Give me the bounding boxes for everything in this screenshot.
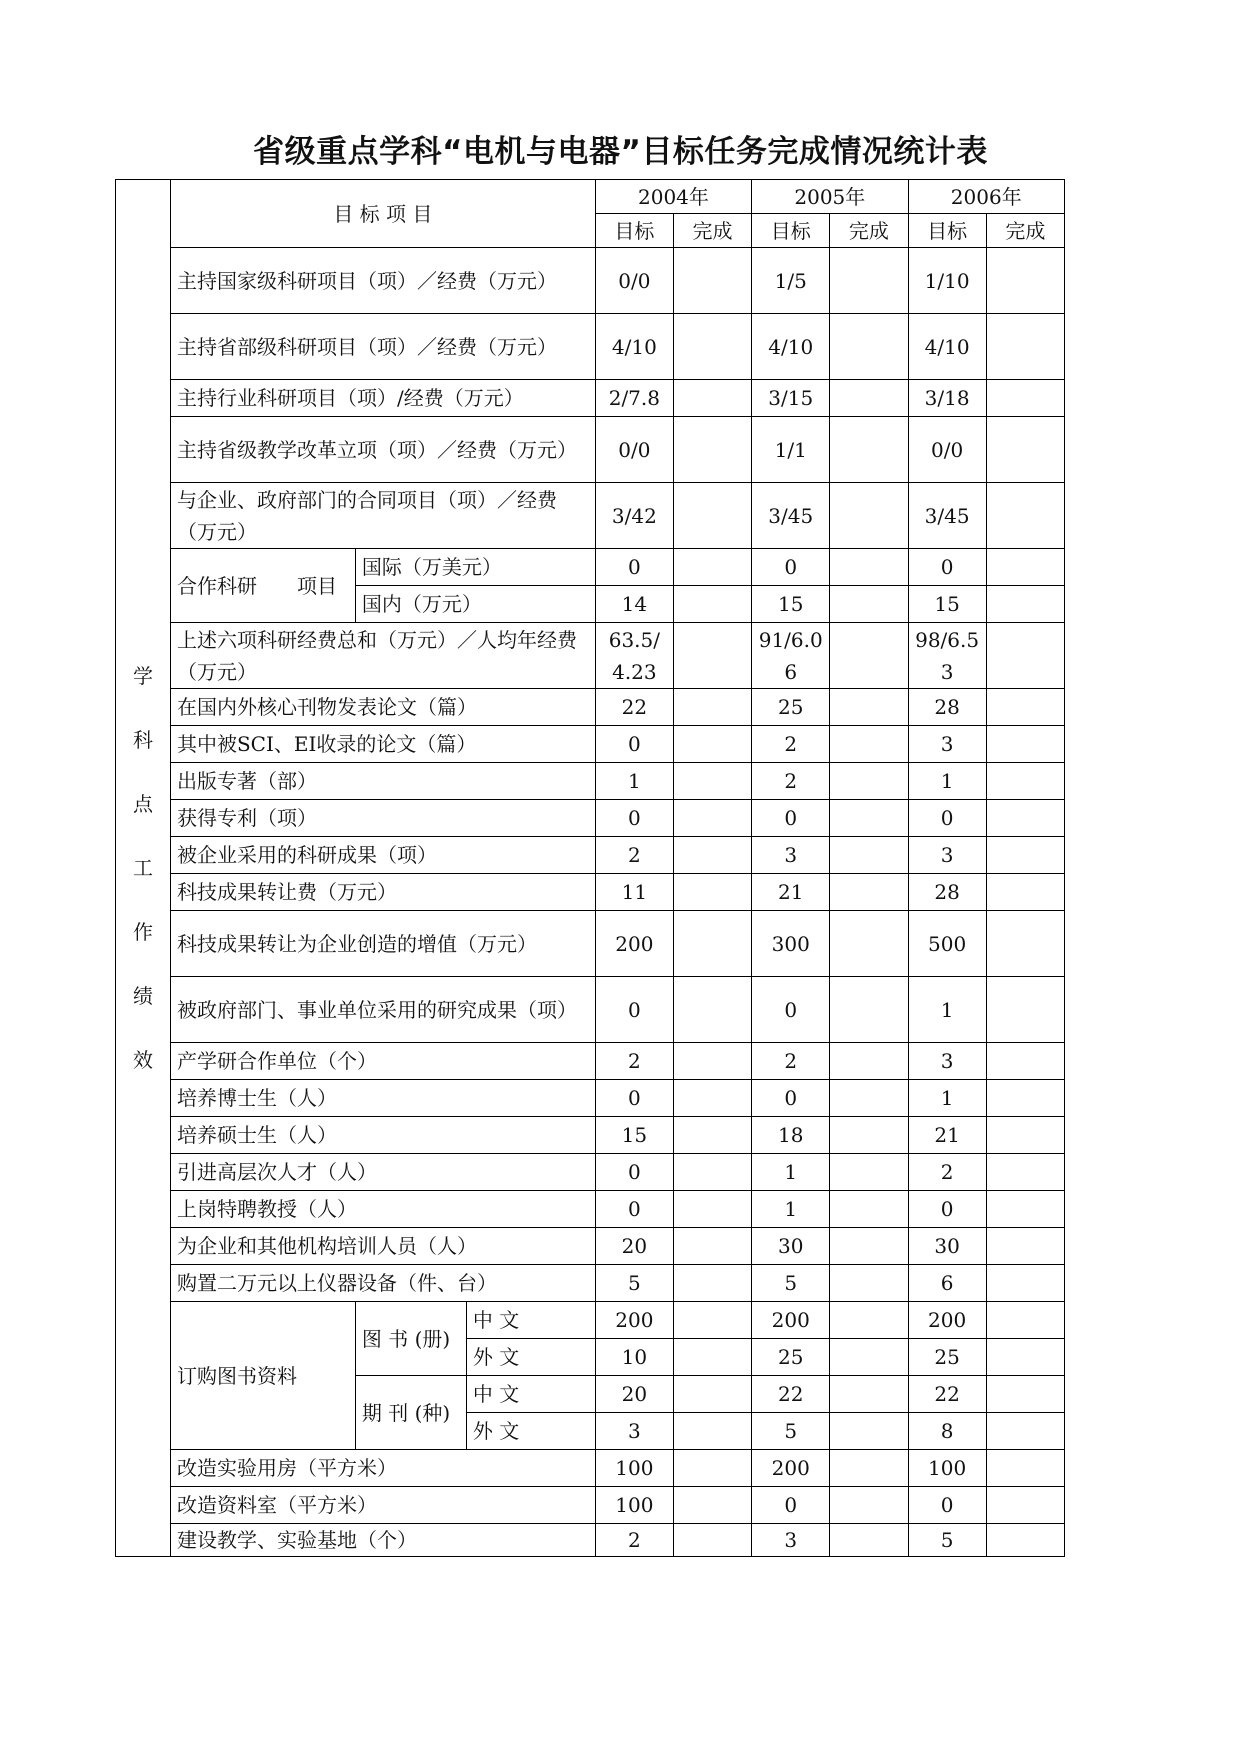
- done-value-2006: [986, 1524, 1064, 1557]
- table-row: [116, 380, 1065, 417]
- done-value-2005: [830, 248, 908, 314]
- header-year-2006: 2006年: [908, 180, 1064, 214]
- target-value-2006: 8: [908, 1413, 986, 1450]
- target-value-2004: 3/42: [595, 483, 673, 549]
- row-label: 购置二万元以上仪器设备（件、台）: [170, 1265, 595, 1302]
- target-value-2006: 28: [908, 689, 986, 726]
- target-value-2006: 1: [908, 1080, 986, 1117]
- target-value-2006: 25: [908, 1339, 986, 1376]
- table-row: [116, 874, 1065, 911]
- done-value-2005: [830, 726, 908, 763]
- done-value-2006: [986, 1117, 1064, 1154]
- header-target-2005: 目标: [752, 214, 830, 248]
- target-value-2006: 3/18: [908, 380, 986, 417]
- done-value-2005: [830, 874, 908, 911]
- done-value-2006: [986, 874, 1064, 911]
- header-year-2004: 2004年: [595, 180, 751, 214]
- done-value-2005: [830, 417, 908, 483]
- target-value-2006: 500: [908, 911, 986, 977]
- target-value-2005: 91/6.06: [752, 623, 830, 689]
- table-row: [116, 483, 1065, 549]
- table-row: [116, 1191, 1065, 1228]
- target-value-2004: 200: [595, 911, 673, 977]
- header-done-2006: 完成: [986, 214, 1064, 248]
- header-item-label: 目 标 项 目: [170, 180, 595, 248]
- done-value-2004: [673, 1228, 751, 1265]
- target-value-2006: 30: [908, 1228, 986, 1265]
- target-value-2004: 0: [595, 1080, 673, 1117]
- done-value-2004: [673, 1339, 751, 1376]
- done-value-2004: [673, 763, 751, 800]
- done-value-2006: [986, 1191, 1064, 1228]
- table-row: [116, 763, 1065, 800]
- target-value-2004: 22: [595, 689, 673, 726]
- target-value-2004: 2: [595, 1524, 673, 1557]
- row-label: 培养硕士生（人）: [170, 1117, 595, 1154]
- table-row: [116, 726, 1065, 763]
- done-value-2004: [673, 1191, 751, 1228]
- row-label: 其中被SCI、EI收录的论文（篇）: [170, 726, 595, 763]
- header-year-2005: 2005年: [752, 180, 908, 214]
- target-value-2005: 0: [752, 1080, 830, 1117]
- done-value-2005: [830, 1524, 908, 1557]
- target-value-2004: 1: [595, 763, 673, 800]
- done-value-2006: [986, 1302, 1064, 1339]
- done-value-2004: [673, 874, 751, 911]
- row-label: 主持省部级科研项目（项）／经费（万元）: [170, 314, 595, 380]
- table-row: [116, 1487, 1065, 1524]
- done-value-2006: [986, 977, 1064, 1043]
- row-label: 在国内外核心刊物发表论文（篇）: [170, 689, 595, 726]
- target-value-2005: 200: [752, 1450, 830, 1487]
- done-value-2006: [986, 1450, 1064, 1487]
- table-row: [116, 1154, 1065, 1191]
- target-value-2005: 3: [752, 837, 830, 874]
- row-label: 科技成果转让为企业创造的增值（万元）: [170, 911, 595, 977]
- language-label: 外 文: [466, 1339, 595, 1376]
- done-value-2004: [673, 1302, 751, 1339]
- target-value-2006: 15: [908, 586, 986, 623]
- target-value-2005: 300: [752, 911, 830, 977]
- done-value-2004: [673, 380, 751, 417]
- done-value-2005: [830, 763, 908, 800]
- target-value-2005: 0: [752, 549, 830, 586]
- table-row: [116, 911, 1065, 977]
- done-value-2005: [830, 1450, 908, 1487]
- table-row: [116, 1117, 1065, 1154]
- target-value-2004: 2/7.8: [595, 380, 673, 417]
- target-value-2004: 0: [595, 549, 673, 586]
- done-value-2005: [830, 977, 908, 1043]
- done-value-2006: [986, 1154, 1064, 1191]
- table-row: [116, 1450, 1065, 1487]
- target-value-2004: 4/10: [595, 314, 673, 380]
- done-value-2005: [830, 1117, 908, 1154]
- done-value-2004: [673, 1154, 751, 1191]
- done-value-2005: [830, 483, 908, 549]
- done-value-2005: [830, 623, 908, 689]
- row-label: 获得专利（项）: [170, 800, 595, 837]
- target-value-2006: 100: [908, 1450, 986, 1487]
- done-value-2006: [986, 1413, 1064, 1450]
- done-value-2004: [673, 417, 751, 483]
- header-target-2006: 目标: [908, 214, 986, 248]
- target-value-2006: 6: [908, 1265, 986, 1302]
- target-value-2004: 0: [595, 1191, 673, 1228]
- table-row: [116, 1080, 1065, 1117]
- done-value-2006: [986, 837, 1064, 874]
- target-value-2005: 1: [752, 1154, 830, 1191]
- done-value-2004: [673, 689, 751, 726]
- target-value-2006: 21: [908, 1117, 986, 1154]
- target-value-2004: 0: [595, 726, 673, 763]
- target-value-2006: 200: [908, 1302, 986, 1339]
- done-value-2004: [673, 586, 751, 623]
- row-label: 出版专著（部）: [170, 763, 595, 800]
- target-value-2005: 0: [752, 1487, 830, 1524]
- target-value-2005: 3: [752, 1524, 830, 1557]
- target-value-2004: 100: [595, 1487, 673, 1524]
- target-value-2005: 5: [752, 1413, 830, 1450]
- done-value-2006: [986, 763, 1064, 800]
- done-value-2005: [830, 911, 908, 977]
- row-label: 上述六项科研经费总和（万元）／人均年经费（万元）: [170, 623, 595, 689]
- done-value-2005: [830, 1043, 908, 1080]
- table-row: [116, 689, 1065, 726]
- table-row: [116, 623, 1065, 689]
- target-value-2006: 4/10: [908, 314, 986, 380]
- target-value-2006: 22: [908, 1376, 986, 1413]
- target-value-2006: 2: [908, 1154, 986, 1191]
- target-value-2005: 0: [752, 800, 830, 837]
- done-value-2004: [673, 800, 751, 837]
- journals-sublabel: 期 刊 (种): [355, 1376, 466, 1450]
- table-row: [116, 1302, 1065, 1339]
- target-value-2005: 25: [752, 689, 830, 726]
- done-value-2004: [673, 911, 751, 977]
- done-value-2005: [830, 314, 908, 380]
- target-value-2005: 22: [752, 1376, 830, 1413]
- target-value-2004: 20: [595, 1376, 673, 1413]
- row-label: 培养博士生（人）: [170, 1080, 595, 1117]
- statistics-table: [115, 179, 1065, 1557]
- table-row: [116, 1524, 1065, 1557]
- row-label: 与企业、政府部门的合同项目（项）／经费（万元）: [170, 483, 595, 549]
- done-value-2004: [673, 248, 751, 314]
- target-value-2005: 200: [752, 1302, 830, 1339]
- done-value-2004: [673, 483, 751, 549]
- coop-dom-label: 国内（万元）: [355, 586, 595, 623]
- coop-intl-label: 国际（万美元）: [355, 549, 595, 586]
- done-value-2006: [986, 417, 1064, 483]
- target-value-2005: 4/10: [752, 314, 830, 380]
- table-row: [116, 1043, 1065, 1080]
- done-value-2004: [673, 1080, 751, 1117]
- done-value-2004: [673, 1265, 751, 1302]
- done-value-2004: [673, 837, 751, 874]
- done-value-2004: [673, 1413, 751, 1450]
- header-done-2005: 完成: [830, 214, 908, 248]
- table-row: [116, 417, 1065, 483]
- table-row: [116, 837, 1065, 874]
- target-value-2006: 3: [908, 726, 986, 763]
- target-value-2004: 200: [595, 1302, 673, 1339]
- target-value-2006: 1: [908, 763, 986, 800]
- done-value-2005: [830, 1376, 908, 1413]
- done-value-2005: [830, 1302, 908, 1339]
- target-value-2006: 3: [908, 837, 986, 874]
- target-value-2004: 0/0: [595, 248, 673, 314]
- row-label: 引进高层次人才（人）: [170, 1154, 595, 1191]
- target-value-2005: 2: [752, 763, 830, 800]
- done-value-2005: [830, 1265, 908, 1302]
- done-value-2005: [830, 1080, 908, 1117]
- target-value-2004: 100: [595, 1450, 673, 1487]
- done-value-2004: [673, 314, 751, 380]
- row-label: 为企业和其他机构培训人员（人）: [170, 1228, 595, 1265]
- target-value-2006: 3/45: [908, 483, 986, 549]
- done-value-2006: [986, 1043, 1064, 1080]
- table-row: [116, 1265, 1065, 1302]
- row-label: 改造实验用房（平方米）: [170, 1450, 595, 1487]
- target-value-2005: 2: [752, 726, 830, 763]
- target-value-2004: 0: [595, 1154, 673, 1191]
- done-value-2004: [673, 726, 751, 763]
- table-body: [116, 180, 1065, 1557]
- done-value-2005: [830, 837, 908, 874]
- coop-label: 合作科研 项目: [170, 549, 355, 623]
- target-value-2006: 3: [908, 1043, 986, 1080]
- target-value-2005: 1/1: [752, 417, 830, 483]
- done-value-2006: [986, 1487, 1064, 1524]
- done-value-2006: [986, 1376, 1064, 1413]
- language-label: 中 文: [466, 1376, 595, 1413]
- side-label: 学科点工作绩效: [132, 664, 153, 1072]
- target-value-2006: 0: [908, 800, 986, 837]
- done-value-2004: [673, 1450, 751, 1487]
- done-value-2006: [986, 1265, 1064, 1302]
- done-value-2006: [986, 380, 1064, 417]
- done-value-2005: [830, 1413, 908, 1450]
- done-value-2005: [830, 586, 908, 623]
- table-row: [116, 800, 1065, 837]
- done-value-2006: [986, 726, 1064, 763]
- books-label: 订购图书资料: [170, 1302, 355, 1450]
- done-value-2006: [986, 689, 1064, 726]
- done-value-2006: [986, 623, 1064, 689]
- target-value-2004: 2: [595, 837, 673, 874]
- target-value-2006: 0/0: [908, 417, 986, 483]
- target-value-2005: 3/45: [752, 483, 830, 549]
- done-value-2005: [830, 1339, 908, 1376]
- target-value-2004: 63.5/4.23: [595, 623, 673, 689]
- target-value-2005: 25: [752, 1339, 830, 1376]
- done-value-2004: [673, 1117, 751, 1154]
- done-value-2005: [830, 1487, 908, 1524]
- target-value-2005: 1: [752, 1191, 830, 1228]
- done-value-2006: [986, 1080, 1064, 1117]
- page-title: 省级重点学科“电机与电器”目标任务完成情况统计表: [253, 134, 988, 170]
- target-value-2006: 0: [908, 549, 986, 586]
- done-value-2006: [986, 314, 1064, 380]
- header-row-years: [116, 180, 1065, 214]
- table-row: [116, 248, 1065, 314]
- target-value-2006: 1/10: [908, 248, 986, 314]
- target-value-2005: 5: [752, 1265, 830, 1302]
- target-value-2005: 30: [752, 1228, 830, 1265]
- table-row: [116, 1228, 1065, 1265]
- target-value-2004: 2: [595, 1043, 673, 1080]
- target-value-2004: 3: [595, 1413, 673, 1450]
- target-value-2005: 0: [752, 977, 830, 1043]
- target-value-2006: 98/6.53: [908, 623, 986, 689]
- done-value-2004: [673, 623, 751, 689]
- done-value-2004: [673, 1043, 751, 1080]
- language-label: 中 文: [466, 1302, 595, 1339]
- row-label: 改造资料室（平方米）: [170, 1487, 595, 1524]
- done-value-2005: [830, 1191, 908, 1228]
- done-value-2004: [673, 549, 751, 586]
- target-value-2005: 18: [752, 1117, 830, 1154]
- done-value-2006: [986, 911, 1064, 977]
- header-done-2004: 完成: [673, 214, 751, 248]
- target-value-2006: 0: [908, 1487, 986, 1524]
- target-value-2004: 14: [595, 586, 673, 623]
- target-value-2005: 21: [752, 874, 830, 911]
- done-value-2006: [986, 1339, 1064, 1376]
- row-label: 被企业采用的科研成果（项）: [170, 837, 595, 874]
- target-value-2004: 0: [595, 800, 673, 837]
- target-value-2005: 1/5: [752, 248, 830, 314]
- header-target-2004: 目标: [595, 214, 673, 248]
- done-value-2004: [673, 977, 751, 1043]
- done-value-2006: [986, 1228, 1064, 1265]
- done-value-2006: [986, 549, 1064, 586]
- done-value-2005: [830, 549, 908, 586]
- row-label: 建设教学、实验基地（个）: [170, 1524, 595, 1557]
- table-row: [116, 549, 1065, 586]
- language-label: 外 文: [466, 1413, 595, 1450]
- row-label: 产学研合作单位（个）: [170, 1043, 595, 1080]
- done-value-2004: [673, 1376, 751, 1413]
- target-value-2006: 0: [908, 1191, 986, 1228]
- books-sublabel: 图 书 (册): [355, 1302, 466, 1376]
- done-value-2006: [986, 248, 1064, 314]
- done-value-2005: [830, 800, 908, 837]
- done-value-2004: [673, 1524, 751, 1557]
- done-value-2005: [830, 380, 908, 417]
- table-row: [116, 977, 1065, 1043]
- target-value-2004: 20: [595, 1228, 673, 1265]
- done-value-2005: [830, 1228, 908, 1265]
- target-value-2006: 28: [908, 874, 986, 911]
- done-value-2006: [986, 800, 1064, 837]
- table-row: [116, 314, 1065, 380]
- target-value-2004: 15: [595, 1117, 673, 1154]
- row-label: 主持国家级科研项目（项）／经费（万元）: [170, 248, 595, 314]
- target-value-2006: 5: [908, 1524, 986, 1557]
- target-value-2004: 0/0: [595, 417, 673, 483]
- done-value-2004: [673, 1487, 751, 1524]
- target-value-2004: 5: [595, 1265, 673, 1302]
- row-label: 科技成果转让费（万元）: [170, 874, 595, 911]
- target-value-2005: 2: [752, 1043, 830, 1080]
- side-label-cell: [116, 180, 171, 1557]
- target-value-2004: 0: [595, 977, 673, 1043]
- done-value-2006: [986, 586, 1064, 623]
- target-value-2006: 1: [908, 977, 986, 1043]
- target-value-2004: 10: [595, 1339, 673, 1376]
- done-value-2005: [830, 689, 908, 726]
- done-value-2006: [986, 483, 1064, 549]
- row-label: 上岗特聘教授（人）: [170, 1191, 595, 1228]
- row-label: 主持行业科研项目（项）/经费（万元）: [170, 380, 595, 417]
- done-value-2005: [830, 1154, 908, 1191]
- target-value-2005: 3/15: [752, 380, 830, 417]
- target-value-2005: 15: [752, 586, 830, 623]
- row-label: 主持省级教学改革立项（项）／经费（万元）: [170, 417, 595, 483]
- target-value-2004: 11: [595, 874, 673, 911]
- row-label: 被政府部门、事业单位采用的研究成果（项）: [170, 977, 595, 1043]
